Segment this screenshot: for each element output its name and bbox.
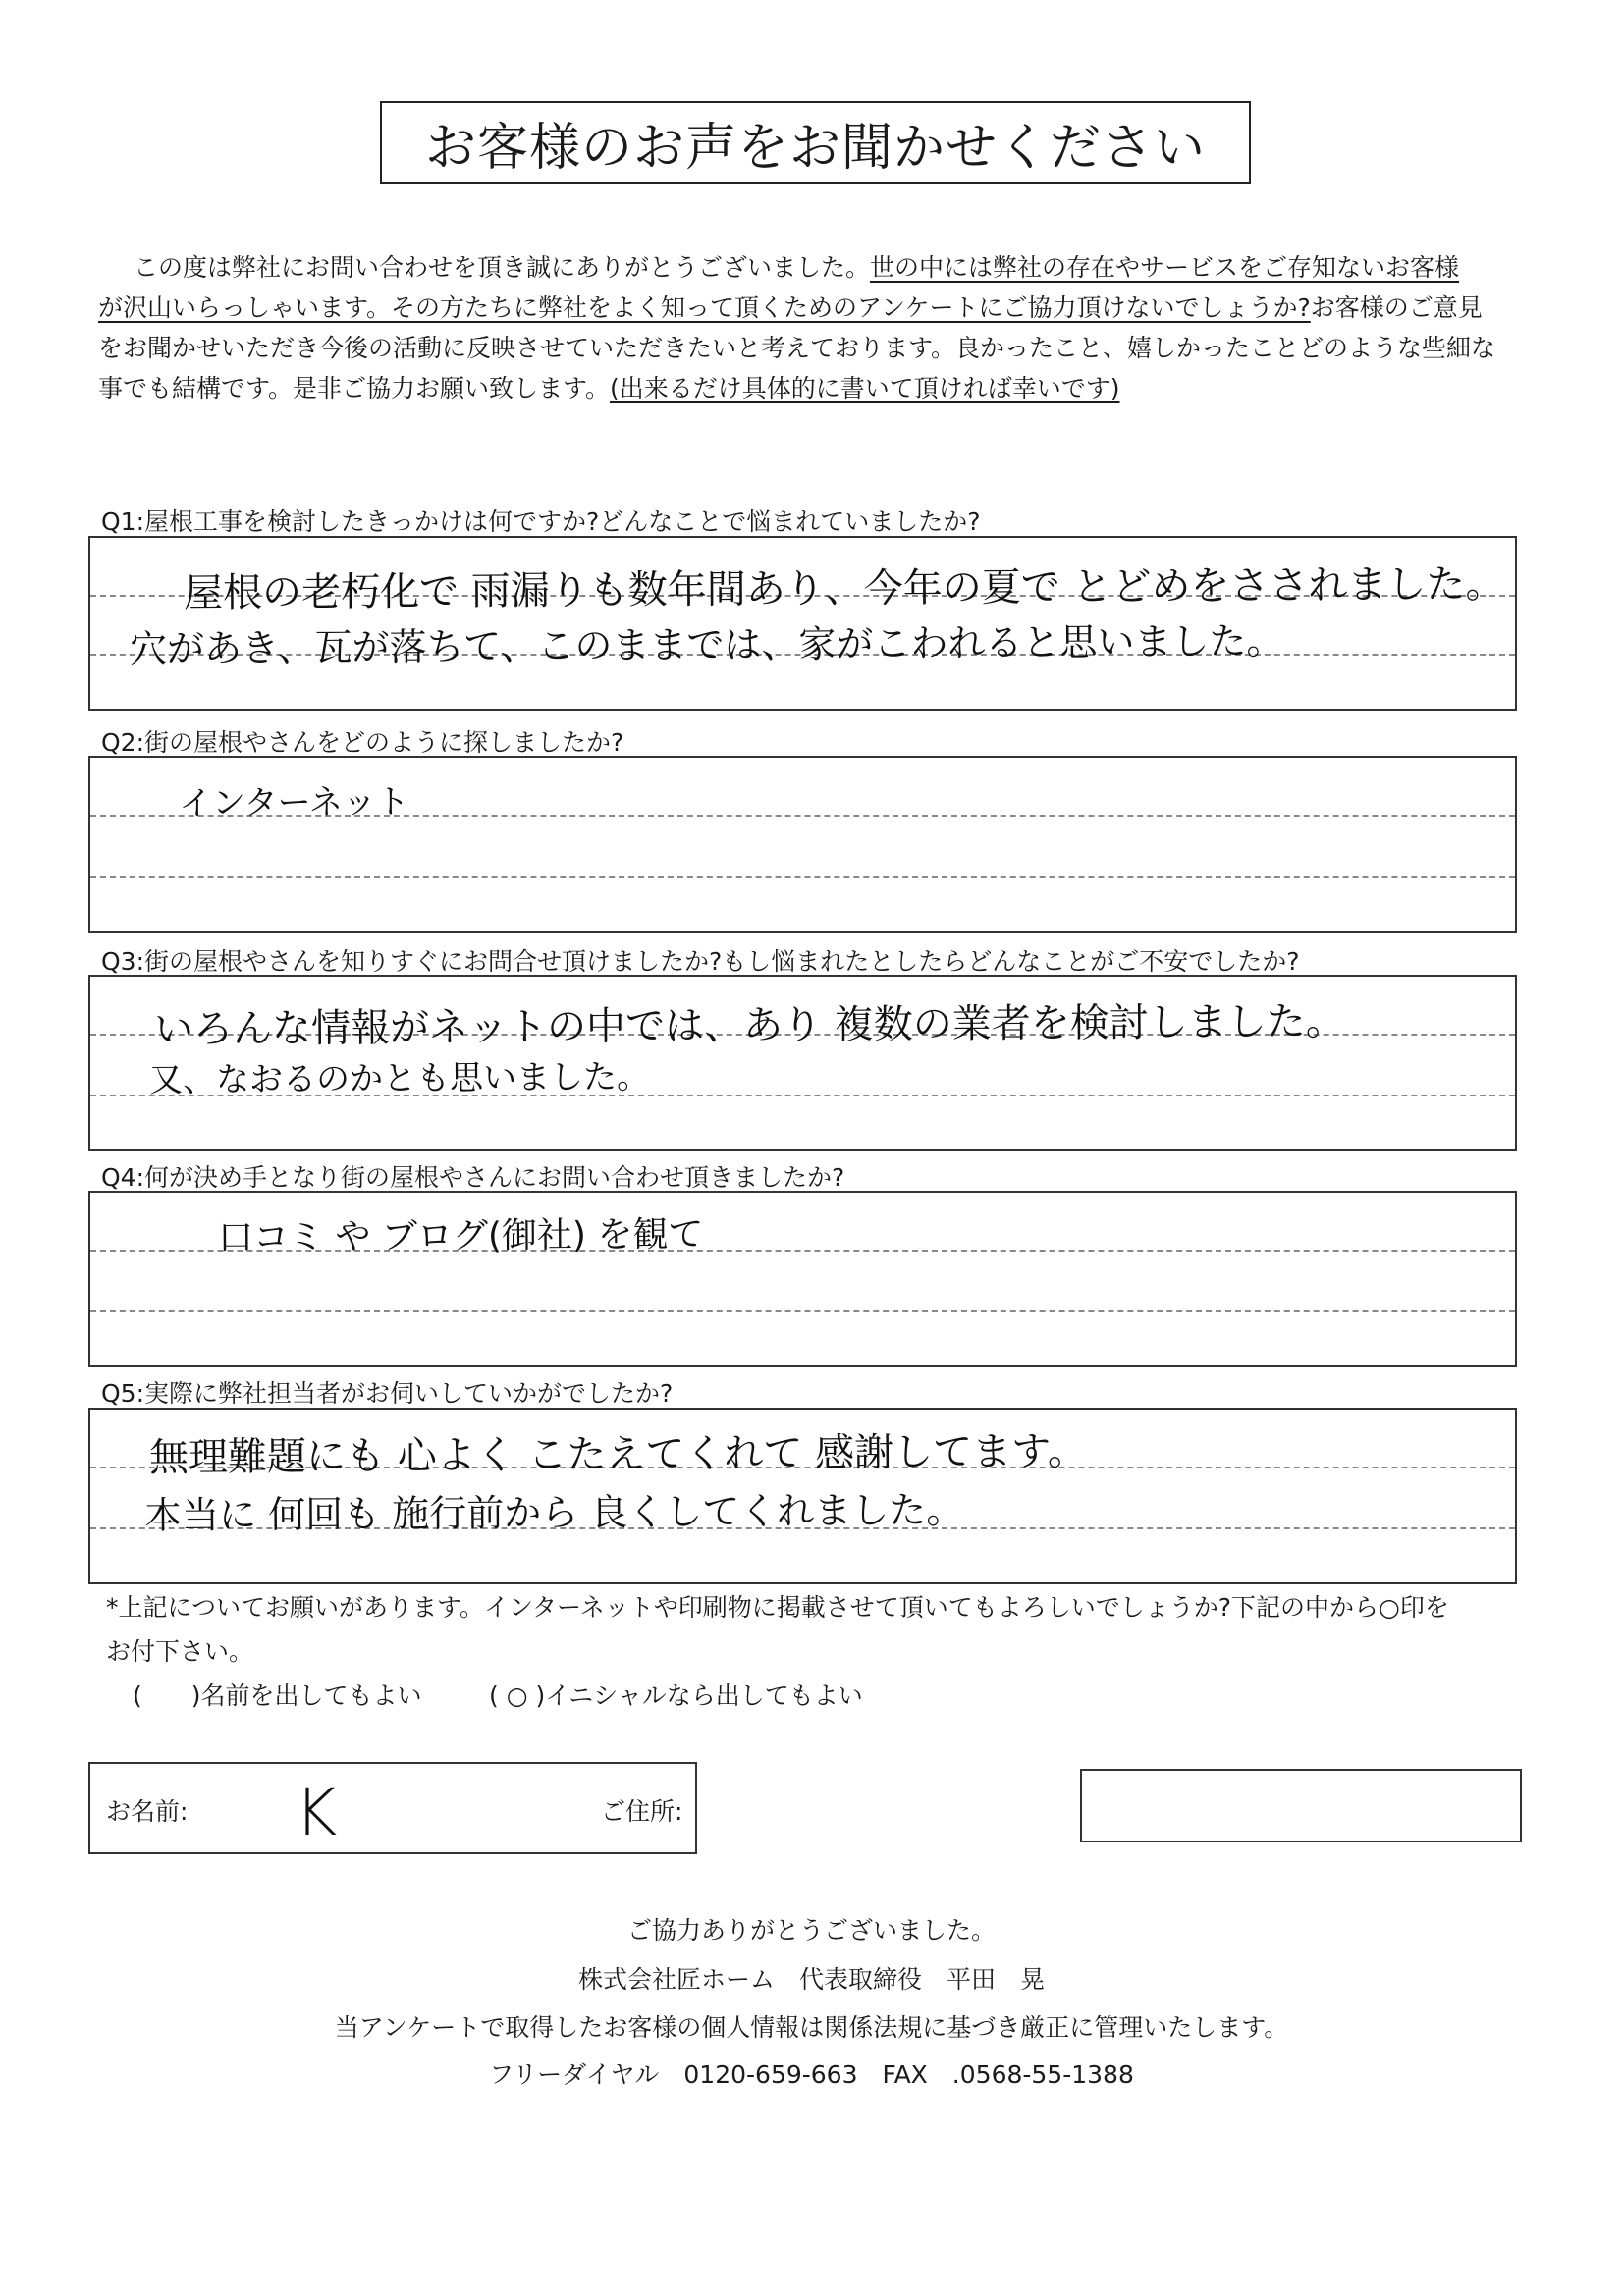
address-input-box[interactable] bbox=[1080, 1769, 1522, 1842]
intro-line-1-underlined: 世の中には弊社の存在やサービスをご存知ないお客様 bbox=[870, 253, 1460, 282]
name-address-divider bbox=[695, 1762, 697, 1854]
question-3-answer-box[interactable] bbox=[88, 975, 1517, 1151]
footer-privacy: 当アンケートで取得したお客様の個人情報は関係法規に基づき厳正に管理いたします。 bbox=[334, 2013, 1289, 2042]
title-box bbox=[380, 101, 1251, 184]
question-2-label: Q2:街の屋根やさんをどのように探しましたか? bbox=[101, 728, 624, 757]
answer-4-line-1: 口コミ や ブログ(御社) を観て bbox=[217, 1214, 704, 1258]
answer-1-line-1: 屋根の老朽化で 雨漏りも数年間あり、今年の夏で とどめをさされました。 bbox=[183, 561, 1505, 616]
question-5-label: Q5:実際に弊社担当者がお伺いしていかがでしたか? bbox=[101, 1379, 674, 1408]
intro-line-1 bbox=[98, 247, 1532, 288]
question-1-answer-box[interactable] bbox=[88, 536, 1517, 711]
name-label: お名前: bbox=[106, 1797, 189, 1826]
intro-line-4-underlined: (出来るだけ具体的に書いて頂ければ幸いです) bbox=[610, 374, 1120, 402]
intro-line-4 bbox=[98, 368, 1532, 408]
footer-thanks: ご協力ありがとうございました。 bbox=[626, 1916, 996, 1945]
intro-line-2-underlined: が沢山いらっしゃいます。その方たちに弊社をよく知って頂くためのアンケートにご協力頂けないでしょうか? bbox=[98, 294, 1311, 322]
footer-contact: フリーダイヤル 0120-659-663 FAX .0568-55-1388 bbox=[489, 2060, 1134, 2089]
intro-line-1-plain: この度は弊社にお問い合わせを頂き誠にありがとうございました。 bbox=[134, 253, 871, 282]
question-3-label: Q3:街の屋根やさんを知りすぐにお問合せ頂けましたか?もし悩まれたとしたらどんなことがご不安でしたか? bbox=[101, 947, 1300, 976]
address-label: ご住所: bbox=[601, 1797, 683, 1826]
question-2-answer-box[interactable] bbox=[88, 756, 1517, 933]
intro-line-3: をお聞かせいただき今後の活動に反映させていただきたいと考えております。良かったこと、嬉しかったことどのような些細な bbox=[98, 334, 1496, 362]
answer-ruled-line bbox=[90, 1310, 1515, 1312]
permission-note-line-1: *上記についてお願いがあります。インターネットや印刷物に掲載させて頂いてもよろしいでしょうか?下記の中から○印を bbox=[106, 1593, 1449, 1622]
option-publish-initial[interactable]: ( ○ )イニシャルなら出してもよい bbox=[489, 1682, 863, 1710]
answer-5-line-1: 無理難題にも 心よく こたえてくれて 感謝してます。 bbox=[148, 1428, 1088, 1481]
intro-line-2 bbox=[98, 288, 1532, 328]
answer-ruled-line bbox=[90, 876, 1515, 878]
answer-1-line-2: 穴があき、瓦が落ちて、このままでは、家がこわれると思いました。 bbox=[129, 618, 1284, 671]
answer-5-line-2: 本当に 何回も 施行前から 良くしてくれました。 bbox=[143, 1488, 964, 1537]
name-field-value[interactable]: K bbox=[295, 1775, 338, 1850]
option-publish-name[interactable]: ( )名前を出してもよい bbox=[133, 1682, 422, 1710]
page-title: お客様のお声をお聞かせください bbox=[424, 118, 1206, 178]
question-4-label: Q4:何が決め手となり街の屋根やさんにお問い合わせ頂きましたか? bbox=[101, 1163, 845, 1192]
question-4-answer-box[interactable] bbox=[88, 1191, 1517, 1367]
intro-line-2-plain: お客様のご意見 bbox=[1310, 294, 1483, 322]
question-1-label: Q1:屋根工事を検討したきっかけは何ですか?どんなことで悩まれていましたか? bbox=[101, 507, 981, 536]
answer-3-line-2: 又、なおるのかとも思いました。 bbox=[148, 1057, 651, 1100]
intro-text bbox=[98, 247, 1532, 408]
permission-note-line-2: お付下さい。 bbox=[106, 1637, 254, 1666]
footer-company: 株式会社匠ホーム 代表取締役 平田 晃 bbox=[577, 1965, 1045, 1994]
answer-2-line-1: インターネット bbox=[178, 782, 410, 824]
answer-3-line-1: いろんな情報がネットの中では、あり 複数の業者を検討しました。 bbox=[153, 998, 1345, 1053]
intro-line-4-plain: 事でも結構です。是非ご協力お願い致します。 bbox=[98, 374, 611, 402]
question-5-answer-box[interactable] bbox=[88, 1408, 1517, 1584]
